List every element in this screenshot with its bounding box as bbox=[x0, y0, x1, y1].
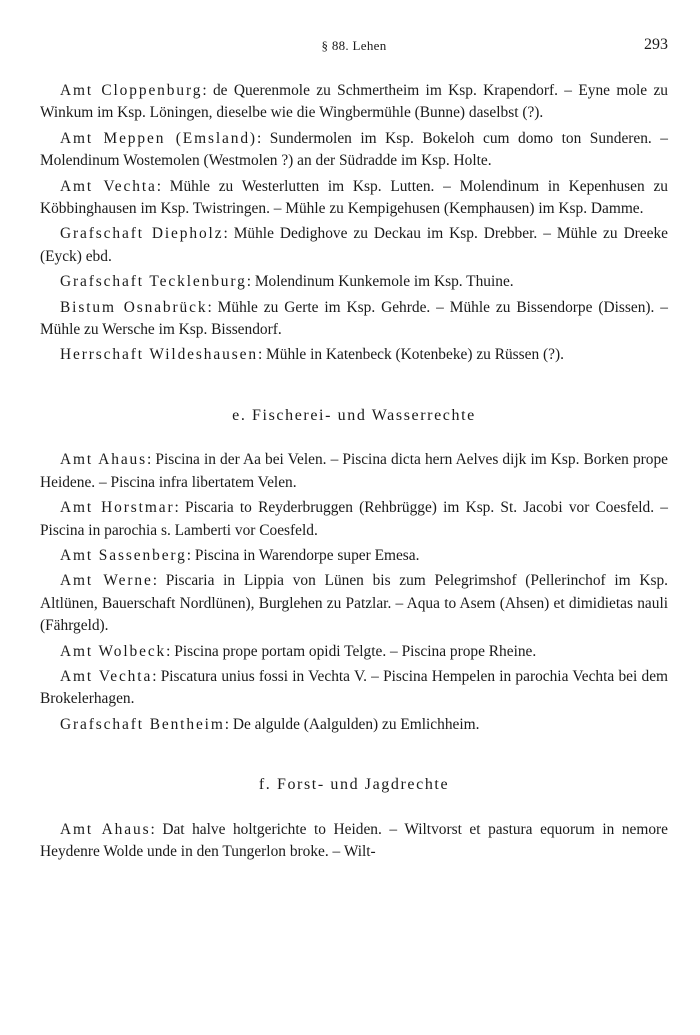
entry-paragraph bbox=[40, 545, 668, 567]
entry-text: : Piscaria in Lippia von Lünen bis zum Pelegrimshof (Pellerinchof im Ksp. Altlünen, Bauerschaft Nordlünen), Burglehen zu Patzlar. – Aqua to Asem (Ahsen) et dimidietas nauli (Fährgeld). bbox=[40, 572, 668, 635]
entry-text: : Dat halve holtgerichte to Heiden. – Wiltvorst et pastura equorum in nemore Heydenre Wolde unde in den Tungerlon broke. – Wilt- bbox=[40, 820, 668, 860]
entry-name: Amt Cloppenburg bbox=[60, 82, 203, 99]
entry-name: Grafschaft Diepholz bbox=[60, 225, 224, 243]
entry-text: : Piscina prope portam opidi Telgte. – Piscina prope Rheine. bbox=[166, 642, 537, 660]
entry-text: : Sundermolen im Ksp. Bokeloh cum domo ton Sunderen. – Molendinum Wostemolen (Westmolen ?) an der Südradde im Ksp. Holte. bbox=[40, 129, 668, 170]
entry-name: Herrschaft Wildeshausen bbox=[60, 346, 258, 364]
entry-paragraph bbox=[40, 223, 668, 268]
entry-name: Amt Ahaus bbox=[60, 820, 151, 838]
entry-name: Amt Sassenberg bbox=[60, 546, 187, 564]
entry-paragraph bbox=[40, 666, 668, 711]
entry-paragraph bbox=[40, 297, 668, 342]
entry-text: : de Querenmole zu Schmertheim im Ksp. Krapendorf. – Eyne mole zu Winkum im Ksp. Löningen, dieselbe wie die Wingbermühle (Bunne) daselbst (?). bbox=[40, 82, 669, 122]
entry-name: Grafschaft Tecklenburg bbox=[60, 273, 247, 291]
section-heading-forest-hunting-rights: f. Forst- und Jagdrechte bbox=[258, 776, 450, 794]
entry-paragraph bbox=[40, 497, 668, 542]
entry-name: Bistum Osnabrück bbox=[60, 298, 208, 316]
entry-paragraph bbox=[40, 714, 668, 736]
section-title: § 88. Lehen bbox=[321, 38, 387, 53]
entry-text: : Piscaria to Reyderbruggen (Rehbrügge) im Ksp. St. Jacobi vor Coesfeld. – Piscina in parochia s. Lamberti vor Coesfeld. bbox=[40, 499, 668, 539]
entry-paragraph bbox=[40, 570, 668, 637]
entry-name: Amt Ahaus bbox=[60, 451, 148, 469]
section-heading-fishing-rights: e. Fischerei- und Wasserrechte bbox=[232, 406, 476, 424]
body-text bbox=[40, 80, 668, 866]
entry-text: : Piscina in der Aa bei Velen. – Piscina dicta hern Aelves dijk im Ksp. Borken prope Heidene. – Piscina infra libertatem Velen. bbox=[40, 451, 668, 491]
entry-text: : Mühle in Katenbeck (Kotenbeke) zu Rüssen (?). bbox=[257, 346, 564, 364]
entry-name: Amt Vechta bbox=[60, 177, 157, 195]
entry-text: : Mühle zu Westerlutten im Ksp. Lutten. – Molendinum in Kepenhusen zu Köbbinghausen im Ksp. Twistringen. – Mühle zu Kempigehusen (Kemphausen) im Ksp. Damme. bbox=[40, 177, 668, 218]
entry-paragraph bbox=[40, 128, 668, 173]
entry-text: : Piscatura unius fossi in Vechta V. – Piscina Hempelen in parochia Vechta bei dem Brokelerhagen. bbox=[40, 667, 668, 708]
entry-name: Amt Wolbeck bbox=[60, 642, 167, 660]
page-number: 293 bbox=[644, 36, 668, 53]
entry-name: Amt Horstmar bbox=[60, 499, 175, 517]
entry-paragraph bbox=[40, 176, 668, 221]
entry-paragraph bbox=[40, 449, 668, 494]
entry-paragraph bbox=[40, 80, 668, 125]
entry-name: Grafschaft Bentheim bbox=[60, 715, 225, 733]
entry-paragraph bbox=[40, 819, 668, 864]
entry-text: : De algulde (Aalgulden) zu Emlichheim. bbox=[224, 715, 480, 733]
entry-name: Amt Meppen (Emsland) bbox=[60, 129, 257, 147]
entry-paragraph bbox=[40, 641, 668, 663]
entry-name: Amt Werne bbox=[60, 572, 153, 590]
entry-name: Amt Vechta bbox=[60, 667, 153, 685]
entry-paragraph bbox=[40, 344, 668, 366]
running-header bbox=[40, 36, 668, 60]
entry-text: : Molendinum Kunkemole im Ksp. Thuine. bbox=[246, 273, 514, 291]
entry-paragraph bbox=[40, 271, 668, 293]
entry-text: : Mühle Dedighove zu Deckau im Ksp. Drebber. – Mühle zu Dreeke (Eyck) ebd. bbox=[40, 225, 668, 265]
entry-text: : Mühle zu Gerte im Ksp. Gehrde. – Mühle zu Bissendorpe (Dissen). – Mühle zu Wersche im Ksp. Bissendorf. bbox=[40, 298, 668, 339]
entry-text: : Piscina in Warendorpe super Emesa. bbox=[186, 546, 420, 564]
